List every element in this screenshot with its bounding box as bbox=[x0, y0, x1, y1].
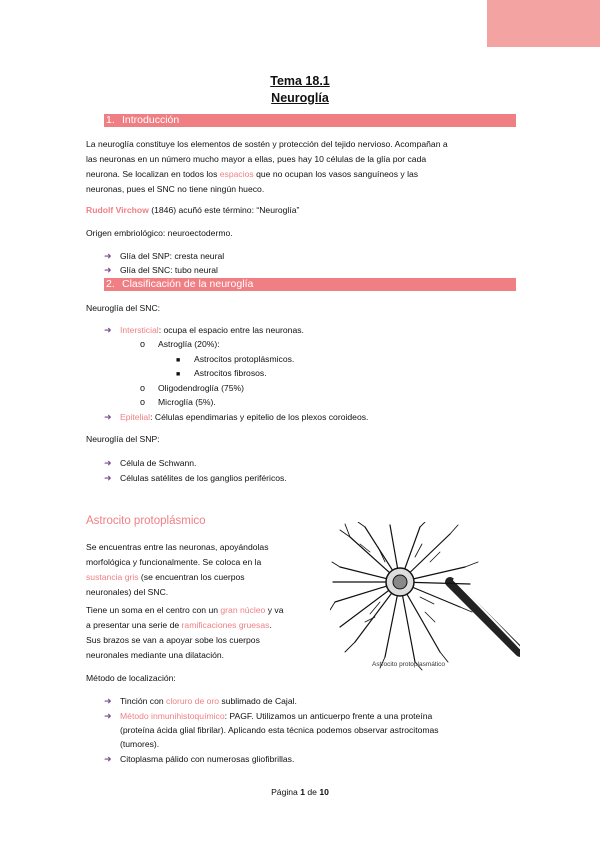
list-item-label: Glía del SNP: cresta neural bbox=[120, 251, 225, 261]
text-span: que no ocupan los vasos sanguíneos y las bbox=[253, 169, 419, 179]
text-span: Tinción con bbox=[120, 696, 167, 706]
text-line: neuronales mediante una dilatación. bbox=[86, 650, 225, 660]
page-number: 1 bbox=[300, 787, 306, 797]
arrow-bullet-icon: ➜ bbox=[104, 473, 112, 483]
text-line: Se encuentras entre las neuronas, apoyándolas bbox=[86, 542, 269, 552]
section-header-introduccion bbox=[104, 114, 516, 127]
arrow-bullet-icon: ➜ bbox=[104, 325, 112, 335]
highlight-text: ramificaciones gruesas bbox=[181, 620, 270, 630]
arrow-bullet-icon: ➜ bbox=[104, 265, 112, 275]
highlight-text: gran núcleo bbox=[220, 605, 266, 615]
list-item-label: Astrocitos protoplásmicos. bbox=[194, 354, 295, 364]
list-item-label: Microglía (5%). bbox=[158, 397, 216, 407]
list-item bbox=[104, 263, 218, 277]
highlight-text: Método inmunihistoquímico bbox=[120, 711, 225, 721]
arrow-bullet-icon: ➜ bbox=[104, 251, 112, 261]
list-item bbox=[104, 410, 368, 424]
list-item bbox=[104, 456, 196, 470]
arrow-bullet-icon: ➜ bbox=[104, 754, 112, 764]
list-item bbox=[104, 752, 294, 766]
list-item-label: Citoplasma pálido con numerosas gliofibrillas. bbox=[120, 754, 295, 764]
astrocito-paragraph-1 bbox=[86, 540, 316, 600]
highlight-text: Epitelial bbox=[120, 412, 151, 422]
list-item bbox=[104, 694, 297, 708]
arrow-bullet-icon: ➜ bbox=[104, 711, 112, 721]
circle-bullet-icon: o bbox=[140, 383, 146, 393]
square-bullet-icon: ■ bbox=[176, 371, 181, 378]
highlight-text: Rudolf Virchow bbox=[86, 205, 149, 215]
text-line: morfológica y funcionalmente. Se coloca en la bbox=[86, 557, 262, 567]
list-item-label: : ocupa el espacio entre las neuronas. bbox=[158, 325, 304, 335]
page-footer bbox=[0, 787, 600, 797]
page-subtitle: Neuroglía bbox=[271, 91, 329, 105]
list-item-continuation: (tumores). bbox=[120, 739, 160, 749]
section-number: 1. bbox=[106, 114, 115, 126]
highlight-text: sustancia gris bbox=[86, 572, 139, 582]
list-item bbox=[104, 323, 304, 337]
text-line bbox=[86, 618, 326, 633]
text-line: las neuronas en un número mucho mayor a ellas, pues hay 10 células de la glía por cada bbox=[86, 154, 427, 164]
list-item-label: : Células ependimarias y epitelio de los plexos coroideos. bbox=[150, 412, 369, 422]
text-line bbox=[86, 167, 518, 182]
method-label: Método de localización: bbox=[86, 673, 176, 683]
list-item bbox=[104, 471, 287, 485]
text-line: neuronales) del SNC. bbox=[86, 587, 169, 597]
list-item-label: Astrocitos fibrosos. bbox=[194, 368, 267, 378]
list-item-label: Astroglía (20%): bbox=[158, 339, 220, 349]
astrocito-paragraph-2 bbox=[86, 603, 326, 663]
highlight-text: espacios bbox=[219, 169, 254, 179]
list-item bbox=[140, 381, 244, 395]
highlight-text: cloruro de oro bbox=[166, 696, 220, 706]
arrow-bullet-icon: ➜ bbox=[104, 458, 112, 468]
list-item-label: Células satélites de los ganglios periféricos. bbox=[120, 473, 287, 483]
text-span: (1846) acuñó este término: “Neuroglía” bbox=[148, 205, 300, 215]
section-number: 2. bbox=[106, 278, 115, 290]
highlight-text: Intersticial bbox=[120, 325, 159, 335]
text-line: Sus brazos se van a apoyar sobe los cuerpos bbox=[86, 635, 260, 645]
arrow-bullet-icon: ➜ bbox=[104, 412, 112, 422]
text-span: (se encuentran los cuerpos bbox=[138, 572, 245, 582]
corner-decoration bbox=[487, 0, 600, 47]
text-span: Tiene un soma en el centro con un bbox=[86, 605, 221, 615]
text-line: neuronas, pues el SNC no tiene ningún hueco. bbox=[86, 184, 265, 194]
text-span: y va bbox=[265, 605, 284, 615]
page-total: 10 bbox=[319, 787, 329, 797]
list-item-label: Célula de Schwann. bbox=[120, 458, 197, 468]
arrow-bullet-icon: ➜ bbox=[104, 696, 112, 706]
circle-bullet-icon: o bbox=[140, 339, 146, 349]
list-item bbox=[140, 395, 216, 409]
list-item bbox=[104, 709, 432, 723]
text-line bbox=[86, 603, 326, 618]
text-span: de bbox=[305, 787, 320, 797]
text-span: Página bbox=[271, 787, 301, 797]
origin-paragraph: Origen embriológico: neuroectodermo. bbox=[86, 228, 233, 238]
astrocyte-illustration bbox=[330, 522, 520, 672]
section-label: Clasificación de la neuroglía bbox=[122, 278, 254, 290]
text-line: La neuroglía constituye los elementos de sostén y protección del tejido nervioso. Acompañan a bbox=[86, 139, 448, 149]
virchow-paragraph bbox=[86, 203, 518, 218]
image-caption: Astrocito protoplasmático bbox=[372, 661, 445, 668]
section-label: Introducción bbox=[122, 114, 180, 126]
text-span: neurona. Se localizan en todos los bbox=[86, 169, 220, 179]
snc-label: Neuroglía del SNC: bbox=[86, 303, 161, 313]
text-span: sublimado de Cajal. bbox=[219, 696, 297, 706]
circle-bullet-icon: o bbox=[140, 397, 146, 407]
section-header-clasificacion bbox=[104, 278, 516, 291]
text-span: a presentar una serie de bbox=[86, 620, 182, 630]
square-bullet-icon: ■ bbox=[176, 357, 181, 364]
list-item bbox=[176, 366, 267, 382]
list-item-continuation: (proteína ácida glial fibrilar). Aplicando esta técnica podemos observar astrocitomas bbox=[120, 725, 439, 735]
list-item-label: Glía del SNC: tubo neural bbox=[120, 265, 218, 275]
page-title: Tema 18.1 bbox=[270, 74, 330, 88]
intro-paragraph bbox=[86, 137, 518, 197]
snp-label: Neuroglía del SNP: bbox=[86, 434, 160, 444]
text-span: : PAGF. Utilizamos un anticuerpo frente a una proteína bbox=[224, 711, 433, 721]
text-line bbox=[86, 570, 316, 585]
list-item bbox=[140, 337, 220, 351]
list-item bbox=[104, 249, 224, 263]
list-item-label: Oligodendroglía (75%) bbox=[158, 383, 244, 393]
text-span: . bbox=[269, 620, 272, 630]
astrocito-heading: Astrocito protoplásmico bbox=[86, 515, 206, 527]
